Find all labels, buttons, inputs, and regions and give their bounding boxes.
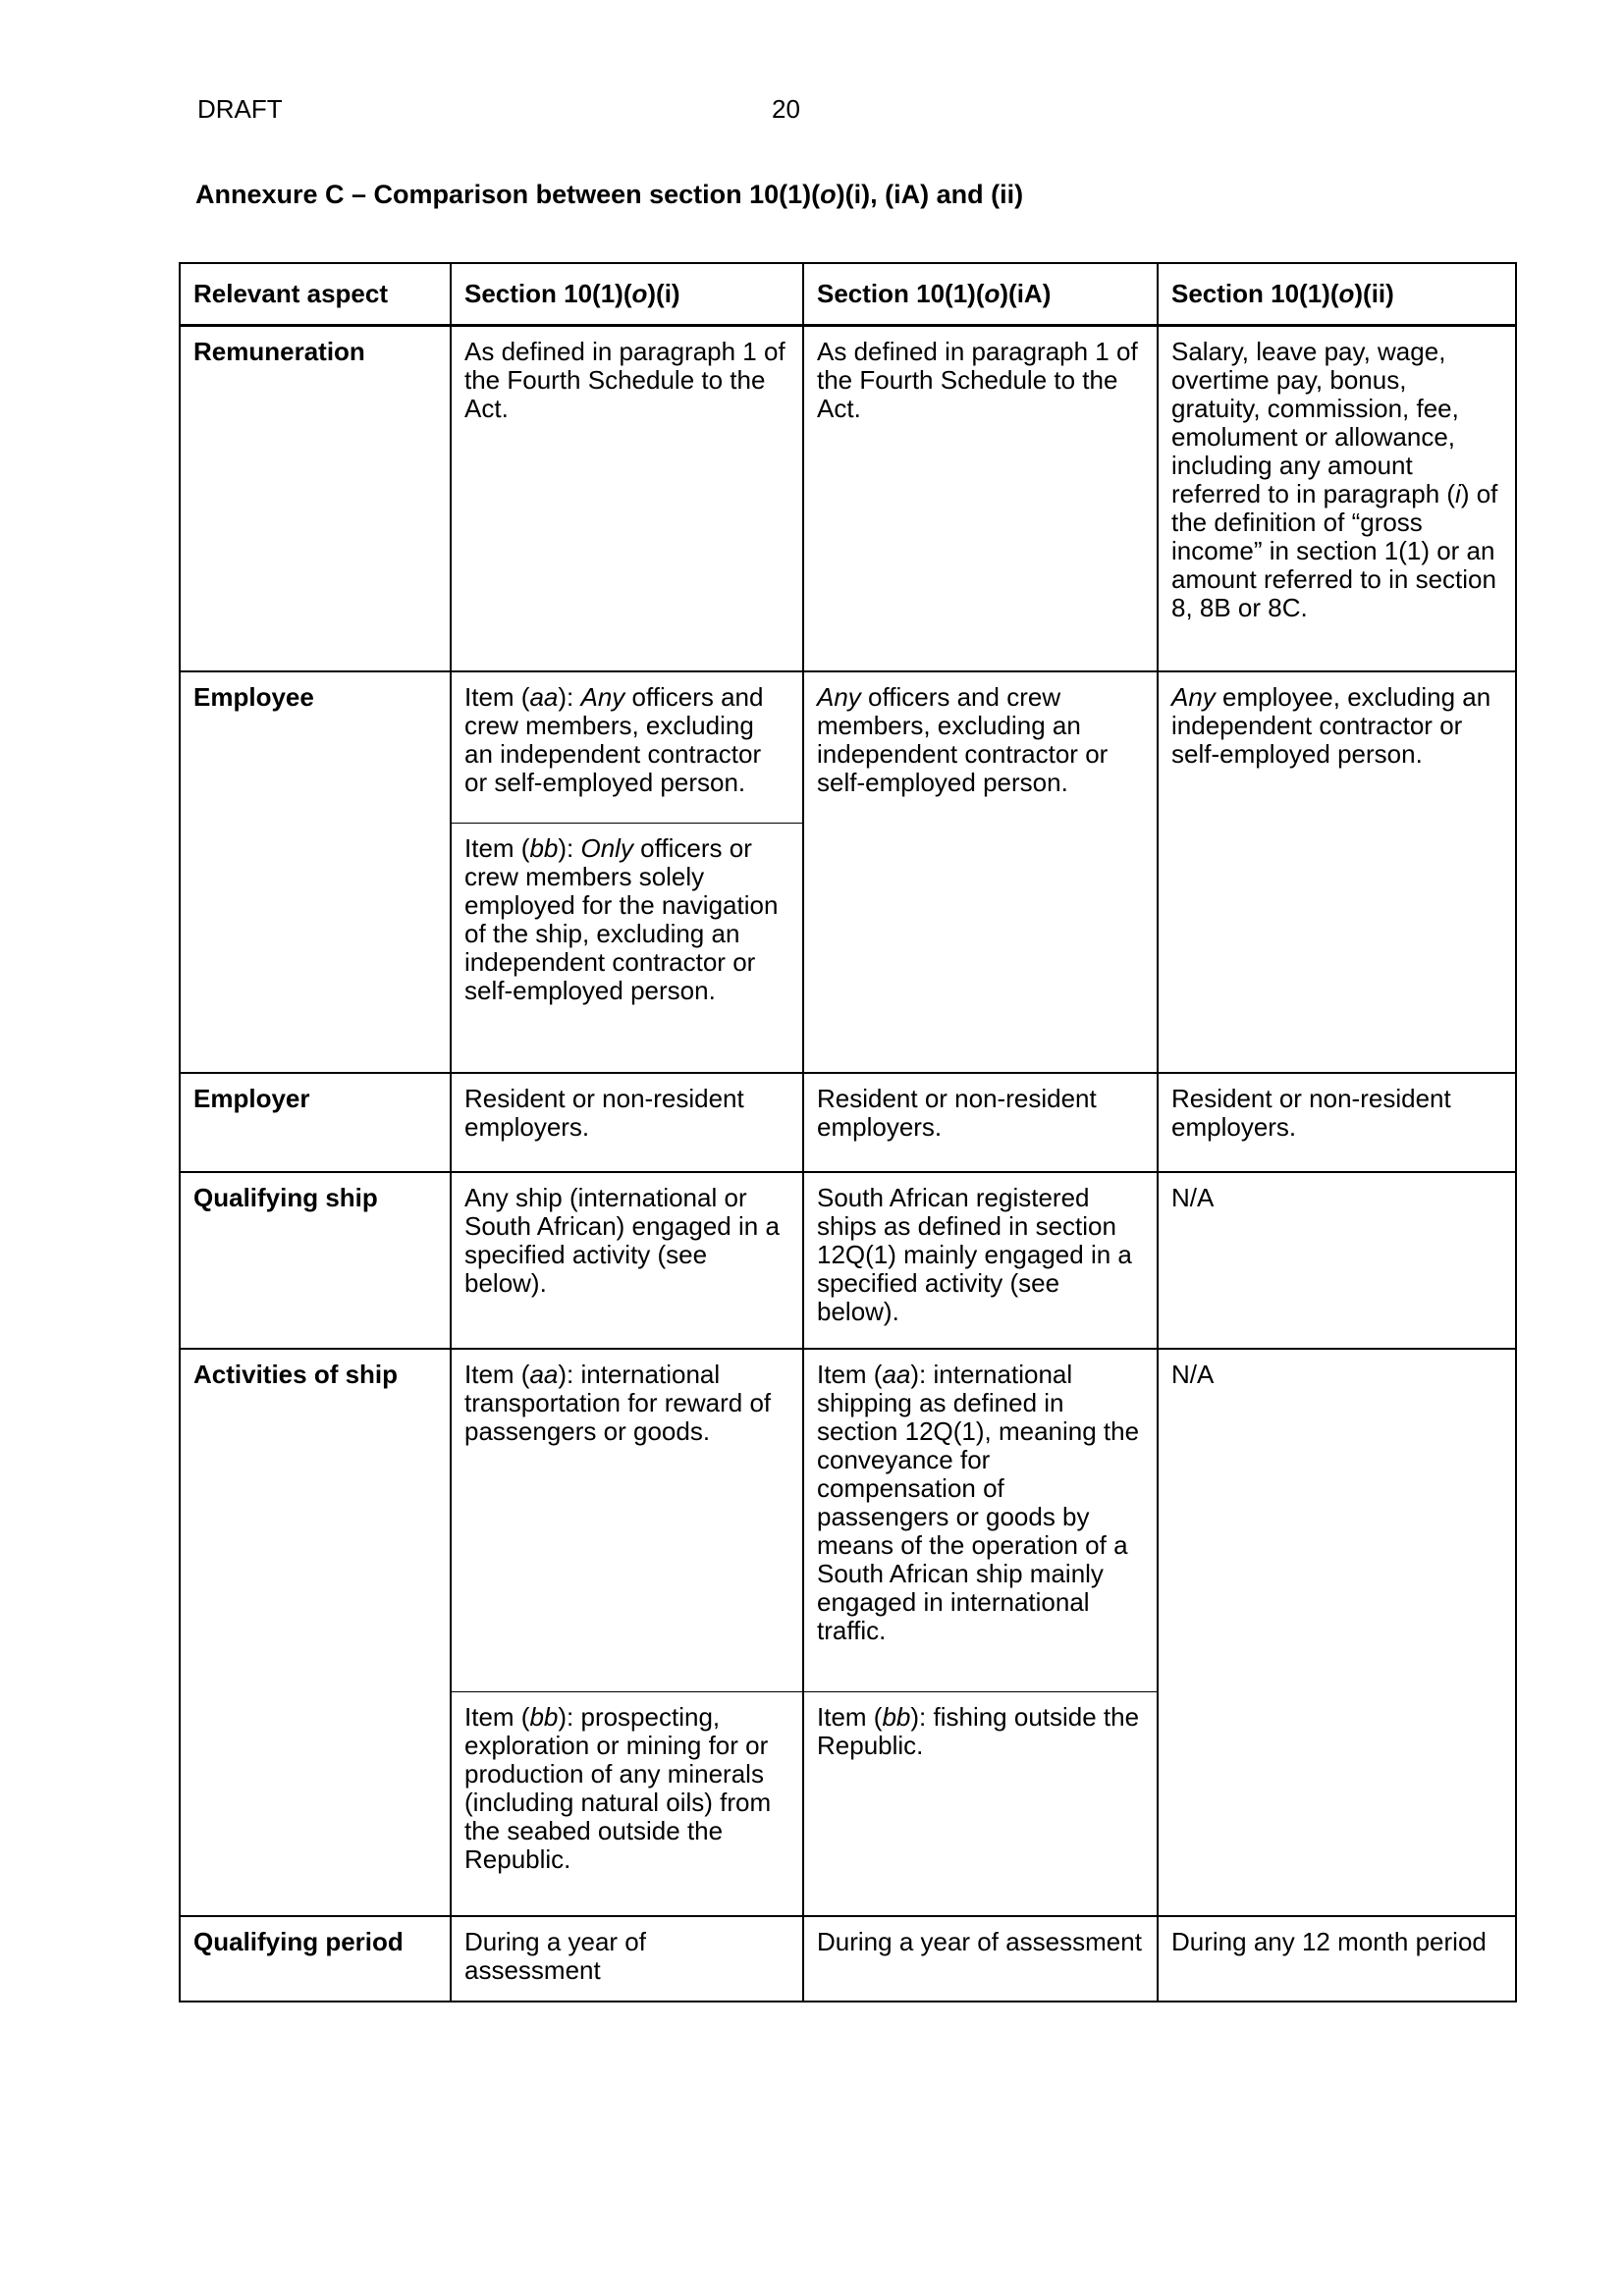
cell-qualifying-period-o-iA: During a year of assessment bbox=[803, 1916, 1158, 2002]
draft-watermark-label: DRAFT bbox=[197, 94, 283, 124]
cell-remuneration-o-i: As defined in paragraph 1 of the Fourth Schedule to the Act. bbox=[451, 325, 803, 671]
cell-activities-o-iA-item-bb: Item (bb): fishing outside the Republic. bbox=[803, 1691, 1158, 1916]
table-row bbox=[180, 671, 1516, 823]
row-label-qualifying-period: Qualifying period bbox=[180, 1916, 451, 2002]
annexure-title: Annexure C – Comparison between section 10(1)(o)(i), (iA) and (ii) bbox=[195, 180, 1024, 209]
row-label-activities-of-ship: Activities of ship bbox=[180, 1349, 451, 1916]
row-label-employee: Employee bbox=[180, 671, 451, 1073]
cell-qualifying-ship-o-iA: South African registered ships as defined in section 12Q(1) mainly engaged in a specified activity (see below). bbox=[803, 1172, 1158, 1349]
table-row bbox=[180, 325, 1516, 671]
page-number: 20 bbox=[772, 94, 800, 124]
table-row bbox=[180, 1349, 1516, 1691]
cell-activities-o-ii: N/A bbox=[1158, 1349, 1516, 1916]
table-row bbox=[180, 1172, 1516, 1349]
col-header-section-10-1-o-i: Section 10(1)(o)(i) bbox=[451, 263, 803, 325]
cell-qualifying-ship-o-ii: N/A bbox=[1158, 1172, 1516, 1349]
col-header-relevant-aspect: Relevant aspect bbox=[180, 263, 451, 325]
col-header-section-10-1-o-iA: Section 10(1)(o)(iA) bbox=[803, 263, 1158, 325]
cell-employee-o-i-item-aa: Item (aa): Any officers and crew members, excluding an independent contractor or self-employed person. bbox=[451, 671, 803, 823]
table-header-row bbox=[180, 263, 1516, 325]
cell-activities-o-iA-item-aa: Item (aa): international shipping as defined in section 12Q(1), meaning the conveyance for compensation of passengers or goods by means of the operation of a South African ship mainly engaged in international traffic. bbox=[803, 1349, 1158, 1691]
cell-employee-o-i-item-bb: Item (bb): Only officers or crew members solely employed for the navigation of the ship, excluding an independent contractor or self-employed person. bbox=[451, 823, 803, 1073]
cell-remuneration-o-iA: As defined in paragraph 1 of the Fourth Schedule to the Act. bbox=[803, 325, 1158, 671]
cell-remuneration-o-ii: Salary, leave pay, wage, overtime pay, bonus, gratuity, commission, fee, emolument or allowance, including any amount referred to in paragraph (i) of the definition of “gross income” in section 1(1) or an amount referred to in section 8, 8B or 8C. bbox=[1158, 325, 1516, 671]
row-label-remuneration: Remuneration bbox=[180, 325, 451, 671]
cell-qualifying-period-o-ii: During any 12 month period bbox=[1158, 1916, 1516, 2002]
comparison-table bbox=[179, 262, 1517, 2002]
cell-employer-o-i: Resident or non-resident employers. bbox=[451, 1073, 803, 1172]
cell-activities-o-i-item-aa: Item (aa): international transportation for reward of passengers or goods. bbox=[451, 1349, 803, 1691]
col-header-section-10-1-o-ii: Section 10(1)(o)(ii) bbox=[1158, 263, 1516, 325]
cell-qualifying-period-o-i: During a year of assessment bbox=[451, 1916, 803, 2002]
row-label-employer: Employer bbox=[180, 1073, 451, 1172]
table-row bbox=[180, 1073, 1516, 1172]
cell-activities-o-i-item-bb: Item (bb): prospecting, exploration or mining for or production of any minerals (including natural oils) from the seabed outside the Republic. bbox=[451, 1691, 803, 1916]
table-row bbox=[180, 1916, 1516, 2002]
cell-employer-o-iA: Resident or non-resident employers. bbox=[803, 1073, 1158, 1172]
row-label-qualifying-ship: Qualifying ship bbox=[180, 1172, 451, 1349]
cell-employee-o-iA: Any officers and crew members, excluding an independent contractor or self-employed person. bbox=[803, 671, 1158, 1073]
cell-employee-o-ii: Any employee, excluding an independent contractor or self-employed person. bbox=[1158, 671, 1516, 1073]
cell-qualifying-ship-o-i: Any ship (international or South African) engaged in a specified activity (see below). bbox=[451, 1172, 803, 1349]
cell-employer-o-ii: Resident or non-resident employers. bbox=[1158, 1073, 1516, 1172]
